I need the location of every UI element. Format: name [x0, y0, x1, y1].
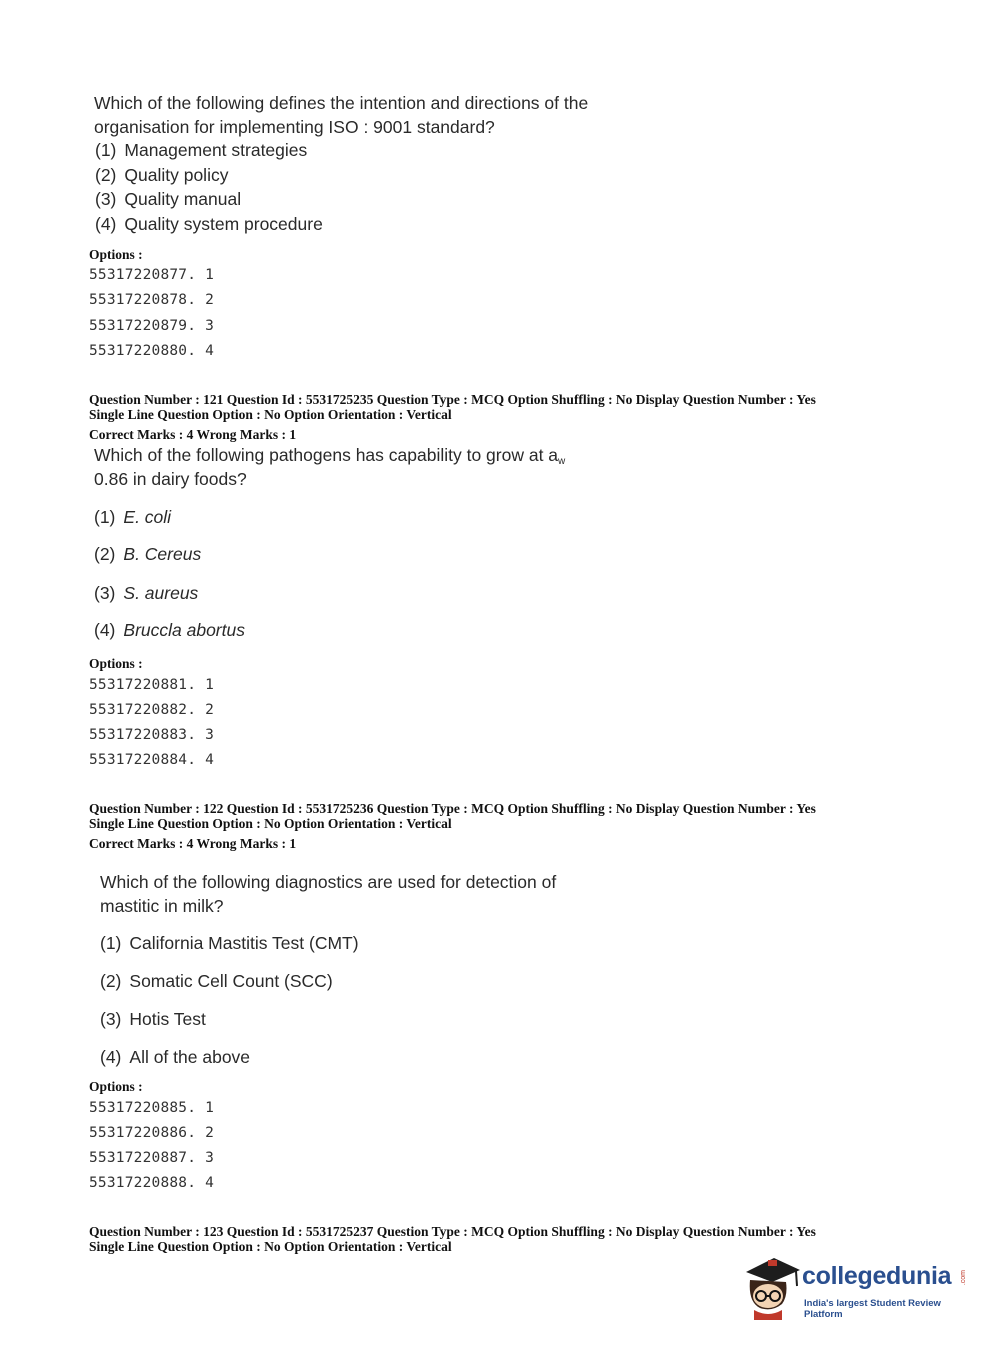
q123-meta-line2: Single Line Question Option : No Option Orientation : Vertical	[89, 1239, 452, 1254]
q120-choice-2	[95, 165, 228, 186]
q120-text-line2: organisation for implementing ISO : 9001 standard?	[94, 117, 495, 137]
choice-number: (4)	[94, 620, 116, 640]
choice-text: Hotis Test	[129, 1009, 206, 1029]
q122-meta-line2: Single Line Question Option : No Option Orientation : Vertical	[89, 816, 452, 831]
collegedunia-logo	[742, 1252, 972, 1322]
mascot-icon	[742, 1252, 802, 1322]
q120-choice-3	[95, 189, 241, 210]
q120-text-line1: Which of the following defines the intention and directions of the	[94, 93, 589, 113]
choice-text: Quality system procedure	[124, 214, 323, 234]
q120-option-id-3: 55317220879. 3	[89, 318, 215, 334]
choice-text: Somatic Cell Count (SCC)	[129, 971, 333, 991]
q121-choice-2	[94, 544, 201, 565]
q121-text-subscript: w	[558, 456, 566, 467]
choice-number: (3)	[100, 1009, 122, 1029]
q122-choice-4	[100, 1047, 250, 1068]
choice-text: B. Cereus	[123, 544, 202, 564]
q121-option-id-4: 55317220884. 4	[89, 752, 215, 768]
choice-text: Quality policy	[124, 165, 229, 185]
q122-options-label: Options :	[89, 1079, 143, 1094]
logo-dotcom: .com	[960, 1270, 967, 1286]
q121-marks: Correct Marks : 4 Wrong Marks : 1	[89, 427, 297, 442]
q122-choice-1	[100, 933, 359, 954]
choice-text: S. aureus	[123, 583, 199, 603]
choice-text: Quality manual	[124, 189, 242, 209]
q121-options-label: Options :	[89, 656, 143, 671]
q121-option-id-1: 55317220881. 1	[89, 677, 215, 693]
q121-choice-3	[94, 583, 198, 604]
q120-option-id-2: 55317220878. 2	[89, 292, 215, 308]
q122-choice-2	[100, 971, 333, 992]
choice-number: (2)	[95, 165, 117, 185]
choice-number: (3)	[95, 189, 117, 209]
q122-choice-3	[100, 1009, 206, 1030]
choice-number: (2)	[94, 544, 116, 564]
q121-option-id-2: 55317220882. 2	[89, 702, 215, 718]
q122-marks: Correct Marks : 4 Wrong Marks : 1	[89, 836, 297, 851]
choice-text: Bruccla abortus	[123, 620, 245, 640]
choice-number: (1)	[94, 507, 116, 527]
choice-number: (4)	[95, 214, 117, 234]
q121-meta-line2: Single Line Question Option : No Option Orientation : Vertical	[89, 407, 452, 422]
q122-option-id-3: 55317220887. 3	[89, 1150, 215, 1166]
q121-option-id-3: 55317220883. 3	[89, 727, 215, 743]
choice-text: Management strategies	[124, 140, 308, 160]
choice-number: (1)	[100, 933, 122, 953]
logo-wordmark: collegedunia	[802, 1262, 952, 1290]
q122-option-id-1: 55317220885. 1	[89, 1100, 215, 1116]
choice-text: All of the above	[129, 1047, 251, 1067]
choice-number: (4)	[100, 1047, 122, 1067]
q120-option-id-4: 55317220880. 4	[89, 343, 215, 359]
choice-text: E. coli	[123, 507, 172, 527]
q122-meta-line1: Question Number : 122 Question Id : 5531725236 Question Type : MCQ Option Shuffling : No Display Question Number : Yes	[89, 801, 816, 816]
choice-number: (3)	[94, 583, 116, 603]
q123-meta-line1: Question Number : 123 Question Id : 5531725237 Question Type : MCQ Option Shuffling : No Display Question Number : Yes	[89, 1224, 816, 1239]
logo-tagline: India's largest Student Review Platform	[804, 1298, 941, 1320]
q122-option-id-4: 55317220888. 4	[89, 1175, 215, 1191]
q120-choice-4	[95, 214, 323, 235]
choice-text: California Mastitis Test (CMT)	[129, 933, 359, 953]
q121-text-main: Which of the following pathogens has capability to grow at a	[94, 445, 559, 465]
q120-choice-1	[95, 140, 307, 161]
q121-choice-1	[94, 507, 171, 528]
choice-number: (1)	[95, 140, 117, 160]
choice-number: (2)	[100, 971, 122, 991]
q120-options-label: Options :	[89, 247, 143, 262]
q122-text-line2: mastitic in milk?	[100, 896, 224, 916]
q122-text-line1: Which of the following diagnostics are used for detection of	[100, 872, 557, 892]
q121-choice-4	[94, 620, 245, 641]
q120-option-id-1: 55317220877. 1	[89, 267, 215, 283]
q121-text-line2: 0.86 in dairy foods?	[94, 469, 247, 489]
q122-option-id-2: 55317220886. 2	[89, 1125, 215, 1141]
q121-meta-line1: Question Number : 121 Question Id : 5531725235 Question Type : MCQ Option Shuffling : No Display Question Number : Yes	[89, 392, 816, 407]
